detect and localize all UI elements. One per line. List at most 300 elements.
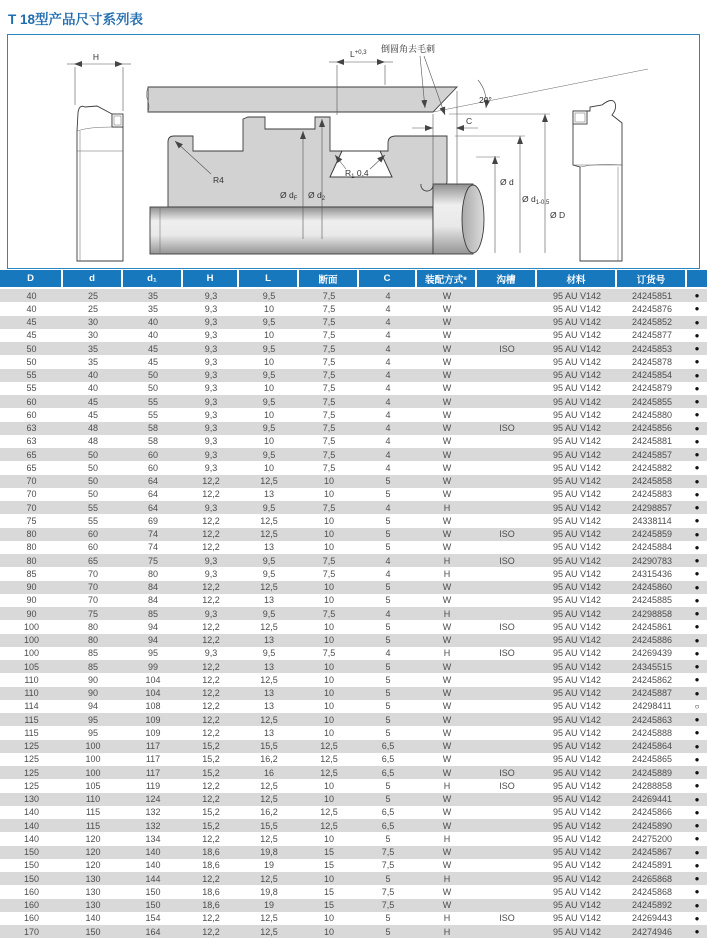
dimension-h — [67, 52, 131, 111]
table-cell: W — [442, 688, 452, 699]
table-cell: 12,2 — [202, 595, 220, 606]
table-cell: 5 — [385, 714, 391, 725]
table-cell: 24245877 — [631, 330, 673, 341]
table-cell: ISO — [499, 780, 515, 791]
table-cell: 9,5 — [262, 343, 276, 354]
table-cell: 5 — [385, 476, 391, 487]
availability-marker: ● — [694, 900, 700, 910]
table-cell: 90 — [26, 595, 37, 606]
dim-label-d: Ø d — [500, 177, 514, 187]
table-cell: 7,5 — [322, 555, 336, 566]
table-cell: 24245890 — [631, 820, 673, 831]
table-cell: 5 — [385, 635, 391, 646]
table-cell: 12,2 — [202, 582, 220, 593]
table-cell — [477, 660, 537, 673]
table-cell: 35 — [87, 343, 98, 354]
table-cell: 95 AU V142 — [552, 436, 602, 447]
svg-text:Ø d1-0,5: Ø $d_{1-0,5}$ — [522, 194, 550, 206]
availability-marker: ● — [694, 370, 700, 380]
table-cell: 24245866 — [631, 807, 673, 818]
table-cell: 4 — [385, 436, 391, 447]
table-cell: W — [442, 674, 452, 685]
table-cell: 60 — [87, 529, 98, 540]
table-cell: 50 — [87, 476, 98, 487]
table-cell: 95 AU V142 — [552, 701, 602, 712]
availability-marker: ● — [694, 688, 700, 698]
table-cell: 24245859 — [631, 529, 673, 540]
table-cell: 117 — [145, 741, 161, 752]
table-cell: W — [442, 462, 452, 473]
table-cell: 19,8 — [260, 847, 278, 858]
table-cell: 9,3 — [204, 423, 218, 434]
table-cell: 95 AU V142 — [552, 754, 602, 765]
table-cell: 4 — [385, 370, 391, 381]
table-row — [0, 713, 707, 726]
table-cell: 40 — [26, 303, 37, 314]
table-cell: 95 AU V142 — [552, 476, 602, 487]
table-cell — [477, 885, 537, 898]
table-cell: 95 AU V142 — [552, 780, 602, 791]
table-cell: 7,5 — [322, 317, 336, 328]
table-cell: 7,5 — [381, 847, 395, 858]
table-cell: 63 — [26, 436, 37, 447]
table-cell: 95 AU V142 — [552, 303, 602, 314]
table-cell: 24245864 — [631, 741, 673, 752]
table-cell: W — [442, 370, 452, 381]
table-cell: 95 AU V142 — [552, 529, 602, 540]
table-cell: 48 — [87, 423, 98, 434]
table-cell: 19 — [263, 900, 274, 911]
table-cell: 95 AU V142 — [552, 820, 602, 831]
table-cell: 9,5 — [262, 555, 276, 566]
table-cell: 50 — [147, 370, 158, 381]
table-cell: 24245868 — [631, 886, 673, 897]
table-cell: 10 — [323, 489, 334, 500]
table-cell: 5 — [385, 701, 391, 712]
table-cell: 10 — [323, 794, 334, 805]
table-cell: 95 AU V142 — [552, 317, 602, 328]
deburr-note-label: 倒圆角去毛刺 — [380, 44, 436, 54]
table-cell: W — [442, 794, 452, 805]
availability-marker: ● — [694, 834, 700, 844]
table-cell: 150 — [85, 926, 101, 937]
table-cell: 13 — [263, 661, 274, 672]
svg-text:Ø d2: Ø $d_2$ — [308, 190, 326, 202]
table-cell: 35 — [87, 356, 98, 367]
table-cell: 104 — [145, 688, 161, 699]
table-cell: 75 — [87, 608, 98, 619]
table-cell: W — [442, 515, 452, 526]
table-cell — [477, 567, 537, 580]
table-cell — [477, 329, 537, 342]
table-cell: ISO — [499, 621, 515, 632]
table-cell: 108 — [145, 701, 161, 712]
table-cell — [477, 925, 537, 938]
table-cell: 15,2 — [202, 767, 220, 778]
table-cell: 140 — [145, 860, 161, 871]
table-cell: W — [442, 542, 452, 553]
table-row — [0, 899, 707, 912]
table-cell: 5 — [385, 621, 391, 632]
table-cell: 12,2 — [202, 529, 220, 540]
table-cell: 70 — [87, 595, 98, 606]
dim-label-h: H — [92, 52, 100, 62]
table-cell: 9,3 — [204, 370, 218, 381]
table-cell: 95 AU V142 — [552, 688, 602, 699]
svg-text:R1 0,4: $R_1$ 0,4 — [345, 168, 369, 180]
table-cell: 85 — [26, 568, 37, 579]
availability-marker: ● — [694, 556, 700, 566]
table-cell: 12,5 — [260, 873, 278, 884]
table-cell: 12,5 — [260, 794, 278, 805]
table-cell: 150 — [23, 860, 40, 871]
table-cell: 7,5 — [322, 290, 336, 301]
table-cell: 10 — [323, 515, 334, 526]
table-cell: 95 AU V142 — [552, 555, 602, 566]
table-cell: 55 — [147, 396, 158, 407]
table-cell — [477, 475, 537, 488]
table-row — [0, 687, 707, 700]
table-cell: 109 — [145, 727, 161, 738]
table-cell: 70 — [26, 502, 37, 513]
table-cell: 69 — [147, 515, 158, 526]
table-cell: 132 — [145, 807, 161, 818]
column-header-orderno: 订货号 — [617, 270, 687, 289]
table-cell: 10 — [263, 462, 274, 473]
table-cell: 95 AU V142 — [552, 568, 602, 579]
availability-marker: ● — [694, 450, 700, 460]
table-cell: W — [442, 595, 452, 606]
table-cell: 95 AU V142 — [552, 396, 602, 407]
table-cell — [477, 700, 537, 713]
table-cell: 10 — [323, 529, 334, 540]
table-row — [0, 673, 707, 686]
table-cell: 15,2 — [202, 807, 220, 818]
table-cell: 10 — [323, 542, 334, 553]
table-cell: W — [442, 449, 452, 460]
table-cell: 12,5 — [320, 754, 338, 765]
table-cell: 12,5 — [260, 913, 278, 924]
table-cell: 9,3 — [204, 396, 218, 407]
table-cell: 9,5 — [262, 423, 276, 434]
availability-marker: ● — [694, 648, 700, 658]
table-cell: 95 AU V142 — [552, 794, 602, 805]
table-cell: 100 — [23, 635, 40, 646]
availability-marker: ● — [694, 463, 700, 473]
table-row — [0, 806, 707, 819]
dim-label-d2: Ø d — [308, 190, 322, 200]
table-cell: 84 — [147, 595, 158, 606]
table-cell: 75 — [26, 515, 37, 526]
table-cell: 95 AU V142 — [552, 886, 602, 897]
table-row — [0, 422, 707, 435]
table-row — [0, 461, 707, 474]
table-cell: 6,5 — [381, 741, 395, 752]
table-cell: 10 — [323, 582, 334, 593]
table-cell: 12,5 — [260, 476, 278, 487]
table-cell: 12,5 — [260, 515, 278, 526]
table-cell: 30 — [87, 330, 98, 341]
table-cell: 70 — [26, 489, 37, 500]
table-cell: 12,2 — [202, 873, 220, 884]
table-cell: W — [442, 476, 452, 487]
table-cell: 45 — [147, 356, 158, 367]
table-cell: 4 — [385, 330, 391, 341]
table-cell: 9,3 — [204, 409, 218, 420]
table-cell: 5 — [385, 926, 391, 937]
table-cell: 125 — [23, 780, 40, 791]
table-cell: 94 — [87, 701, 98, 712]
table-row — [0, 846, 707, 859]
table-cell: 95 — [87, 714, 98, 725]
table-cell: 160 — [23, 913, 40, 924]
product-size-table — [0, 270, 707, 938]
table-cell: H — [443, 873, 451, 884]
table-header-row — [0, 270, 707, 289]
table-cell: 10 — [323, 926, 334, 937]
table-cell: 105 — [23, 661, 40, 672]
table-cell: 117 — [145, 754, 161, 765]
table-cell — [477, 435, 537, 448]
table-cell: ISO — [499, 423, 515, 434]
radius-r4-label: R4 — [213, 175, 224, 185]
table-cell: 24298858 — [631, 608, 673, 619]
table-cell: 117 — [145, 767, 161, 778]
table-cell: 50 — [87, 489, 98, 500]
table-cell — [477, 408, 537, 421]
table-cell: W — [442, 383, 452, 394]
table-cell: 45 — [87, 409, 98, 420]
table-cell: 24315436 — [631, 568, 673, 579]
table-cell: 25 — [87, 290, 98, 301]
table-cell — [477, 872, 537, 885]
table-cell: 115 — [24, 727, 39, 738]
table-cell: 4 — [385, 409, 391, 420]
table-cell: 4 — [385, 648, 391, 659]
table-cell: 4 — [385, 303, 391, 314]
availability-marker: ● — [694, 503, 700, 513]
table-cell: 40 — [87, 370, 98, 381]
table-cell: 115 — [24, 714, 39, 725]
table-cell: 24298411 — [632, 701, 672, 712]
table-cell: 119 — [145, 780, 161, 791]
table-cell: 7,5 — [322, 343, 336, 354]
availability-marker: ● — [694, 529, 700, 539]
table-cell: 24245856 — [631, 423, 673, 434]
table-cell: 7,5 — [322, 423, 336, 434]
table-cell: H — [443, 833, 451, 844]
table-cell: 5 — [385, 727, 391, 738]
table-cell: 24245855 — [631, 396, 673, 407]
table-cell: 19,8 — [260, 886, 278, 897]
availability-marker: ● — [694, 423, 700, 433]
table-cell: 12,2 — [202, 621, 220, 632]
table-cell: 10 — [323, 476, 334, 487]
column-header-d: d — [63, 270, 123, 289]
table-cell: 95 AU V142 — [552, 741, 602, 752]
table-cell: 7,5 — [381, 900, 395, 911]
table-cell: 12,5 — [320, 807, 338, 818]
table-cell: 10 — [323, 701, 334, 712]
table-cell: 24274946 — [631, 926, 673, 937]
table-cell: 24290783 — [631, 555, 673, 566]
table-cell: H — [443, 926, 451, 937]
table-cell: 74 — [147, 529, 158, 540]
table-cell: 24245889 — [631, 767, 673, 778]
table-cell: 154 — [145, 913, 161, 924]
table-row — [0, 793, 707, 806]
table-cell: 7,5 — [322, 396, 336, 407]
table-cell: 15 — [323, 900, 334, 911]
table-cell: 12,2 — [202, 515, 220, 526]
table-cell: 80 — [87, 621, 98, 632]
table-cell: 70 — [26, 476, 37, 487]
table-cell: 4 — [385, 462, 391, 473]
table-row — [0, 355, 707, 368]
table-cell: 24245858 — [631, 476, 673, 487]
table-cell: 12,5 — [260, 780, 278, 791]
table-cell: 100 — [85, 741, 101, 752]
table-row — [0, 369, 707, 382]
table-cell: 9,3 — [204, 608, 218, 619]
table-cell: 5 — [385, 913, 391, 924]
availability-marker: ● — [694, 781, 700, 791]
table-cell — [477, 488, 537, 501]
table-cell: 12,5 — [320, 741, 338, 752]
table-cell: 4 — [385, 290, 391, 301]
table-cell: 95 AU V142 — [552, 489, 602, 500]
table-cell: 12,2 — [202, 926, 220, 937]
table-cell — [477, 355, 537, 368]
table-cell: W — [442, 356, 452, 367]
table-cell: 95 AU V142 — [552, 900, 602, 911]
table-cell: 65 — [26, 449, 37, 460]
table-cell: 18,6 — [202, 847, 220, 858]
table-cell: 95 AU V142 — [552, 383, 602, 394]
column-header-H: H — [183, 270, 239, 289]
table-cell: 10 — [323, 833, 334, 844]
table-cell: 55 — [87, 515, 98, 526]
table-cell: 95 AU V142 — [552, 807, 602, 818]
table-cell: 25 — [87, 303, 98, 314]
table-cell: 10 — [323, 635, 334, 646]
table-cell: 7,5 — [322, 608, 336, 619]
column-header-material: 材料 — [537, 270, 617, 289]
table-cell: 4 — [385, 383, 391, 394]
table-cell: 95 AU V142 — [552, 290, 602, 301]
table-cell: 15 — [323, 886, 334, 897]
table-cell: 95 AU V142 — [552, 330, 602, 341]
table-cell: 95 AU V142 — [552, 343, 602, 354]
table-cell: W — [442, 635, 452, 646]
table-cell: 130 — [23, 794, 40, 805]
table-cell: 60 — [26, 396, 37, 407]
table-cell: 95 AU V142 — [552, 423, 602, 434]
table-row — [0, 832, 707, 845]
table-row — [0, 634, 707, 647]
table-cell: 134 — [145, 833, 161, 844]
table-cell: 10 — [323, 714, 334, 725]
table-row — [0, 779, 707, 792]
table-cell: 60 — [147, 462, 158, 473]
availability-marker: ● — [694, 847, 700, 857]
table-row — [0, 408, 707, 421]
table-cell: 10 — [263, 356, 274, 367]
table-cell: 95 AU V142 — [552, 449, 602, 460]
table-cell: 110 — [85, 794, 101, 805]
table-cell — [477, 687, 537, 700]
table-cell: 12,5 — [260, 926, 278, 937]
table-cell: 15,2 — [202, 754, 220, 765]
table-cell: 24245867 — [631, 847, 673, 858]
table-cell: 10 — [323, 595, 334, 606]
table-cell: 9,3 — [204, 462, 218, 473]
table-cell: 80 — [147, 568, 158, 579]
table-cell: 95 AU V142 — [552, 913, 602, 924]
table-cell: 95 AU V142 — [552, 370, 602, 381]
table-cell — [477, 501, 537, 514]
table-cell: 40 — [87, 383, 98, 394]
availability-marker: ● — [694, 344, 700, 354]
table-cell: ISO — [499, 343, 515, 354]
table-cell: W — [442, 409, 452, 420]
table-row — [0, 859, 707, 872]
table-cell: W — [442, 661, 452, 672]
table-cell: 10 — [323, 913, 334, 924]
table-cell — [477, 461, 537, 474]
table-row — [0, 581, 707, 594]
table-row — [0, 567, 707, 580]
table-cell — [477, 713, 537, 726]
table-cell: 24245854 — [631, 370, 673, 381]
table-cell: 99 — [147, 661, 158, 672]
table-cell: W — [442, 330, 452, 341]
table-cell: 164 — [145, 926, 161, 937]
table-cell: W — [442, 886, 452, 897]
availability-marker: ● — [694, 887, 700, 897]
table-cell: 124 — [145, 794, 161, 805]
table-cell: 9,5 — [262, 568, 276, 579]
table-cell: 7,5 — [322, 330, 336, 341]
table-cell — [477, 369, 537, 382]
table-cell — [477, 302, 537, 315]
table-cell: 5 — [385, 661, 391, 672]
table-cell: 9,3 — [204, 356, 218, 367]
table-cell — [477, 819, 537, 832]
table-cell — [477, 740, 537, 753]
table-row — [0, 700, 707, 713]
table-cell: 95 AU V142 — [552, 727, 602, 738]
table-cell: 10 — [323, 873, 334, 884]
table-cell: 24245892 — [631, 900, 673, 911]
table-cell: W — [442, 343, 452, 354]
table-cell: 24269441 — [631, 794, 673, 805]
table-cell: 50 — [26, 343, 37, 354]
table-row — [0, 872, 707, 885]
column-header-L: L — [239, 270, 299, 289]
availability-marker: ● — [694, 768, 700, 778]
availability-marker: ● — [694, 609, 700, 619]
table-cell: 160 — [23, 886, 40, 897]
table-cell: 15 — [323, 847, 334, 858]
technical-drawing-panel — [7, 34, 700, 269]
table-row — [0, 912, 707, 925]
table-cell: 13 — [263, 489, 274, 500]
table-cell: 55 — [26, 370, 37, 381]
table-cell: 24269439 — [631, 648, 673, 659]
availability-marker: ● — [694, 304, 700, 314]
table-cell — [477, 316, 537, 329]
